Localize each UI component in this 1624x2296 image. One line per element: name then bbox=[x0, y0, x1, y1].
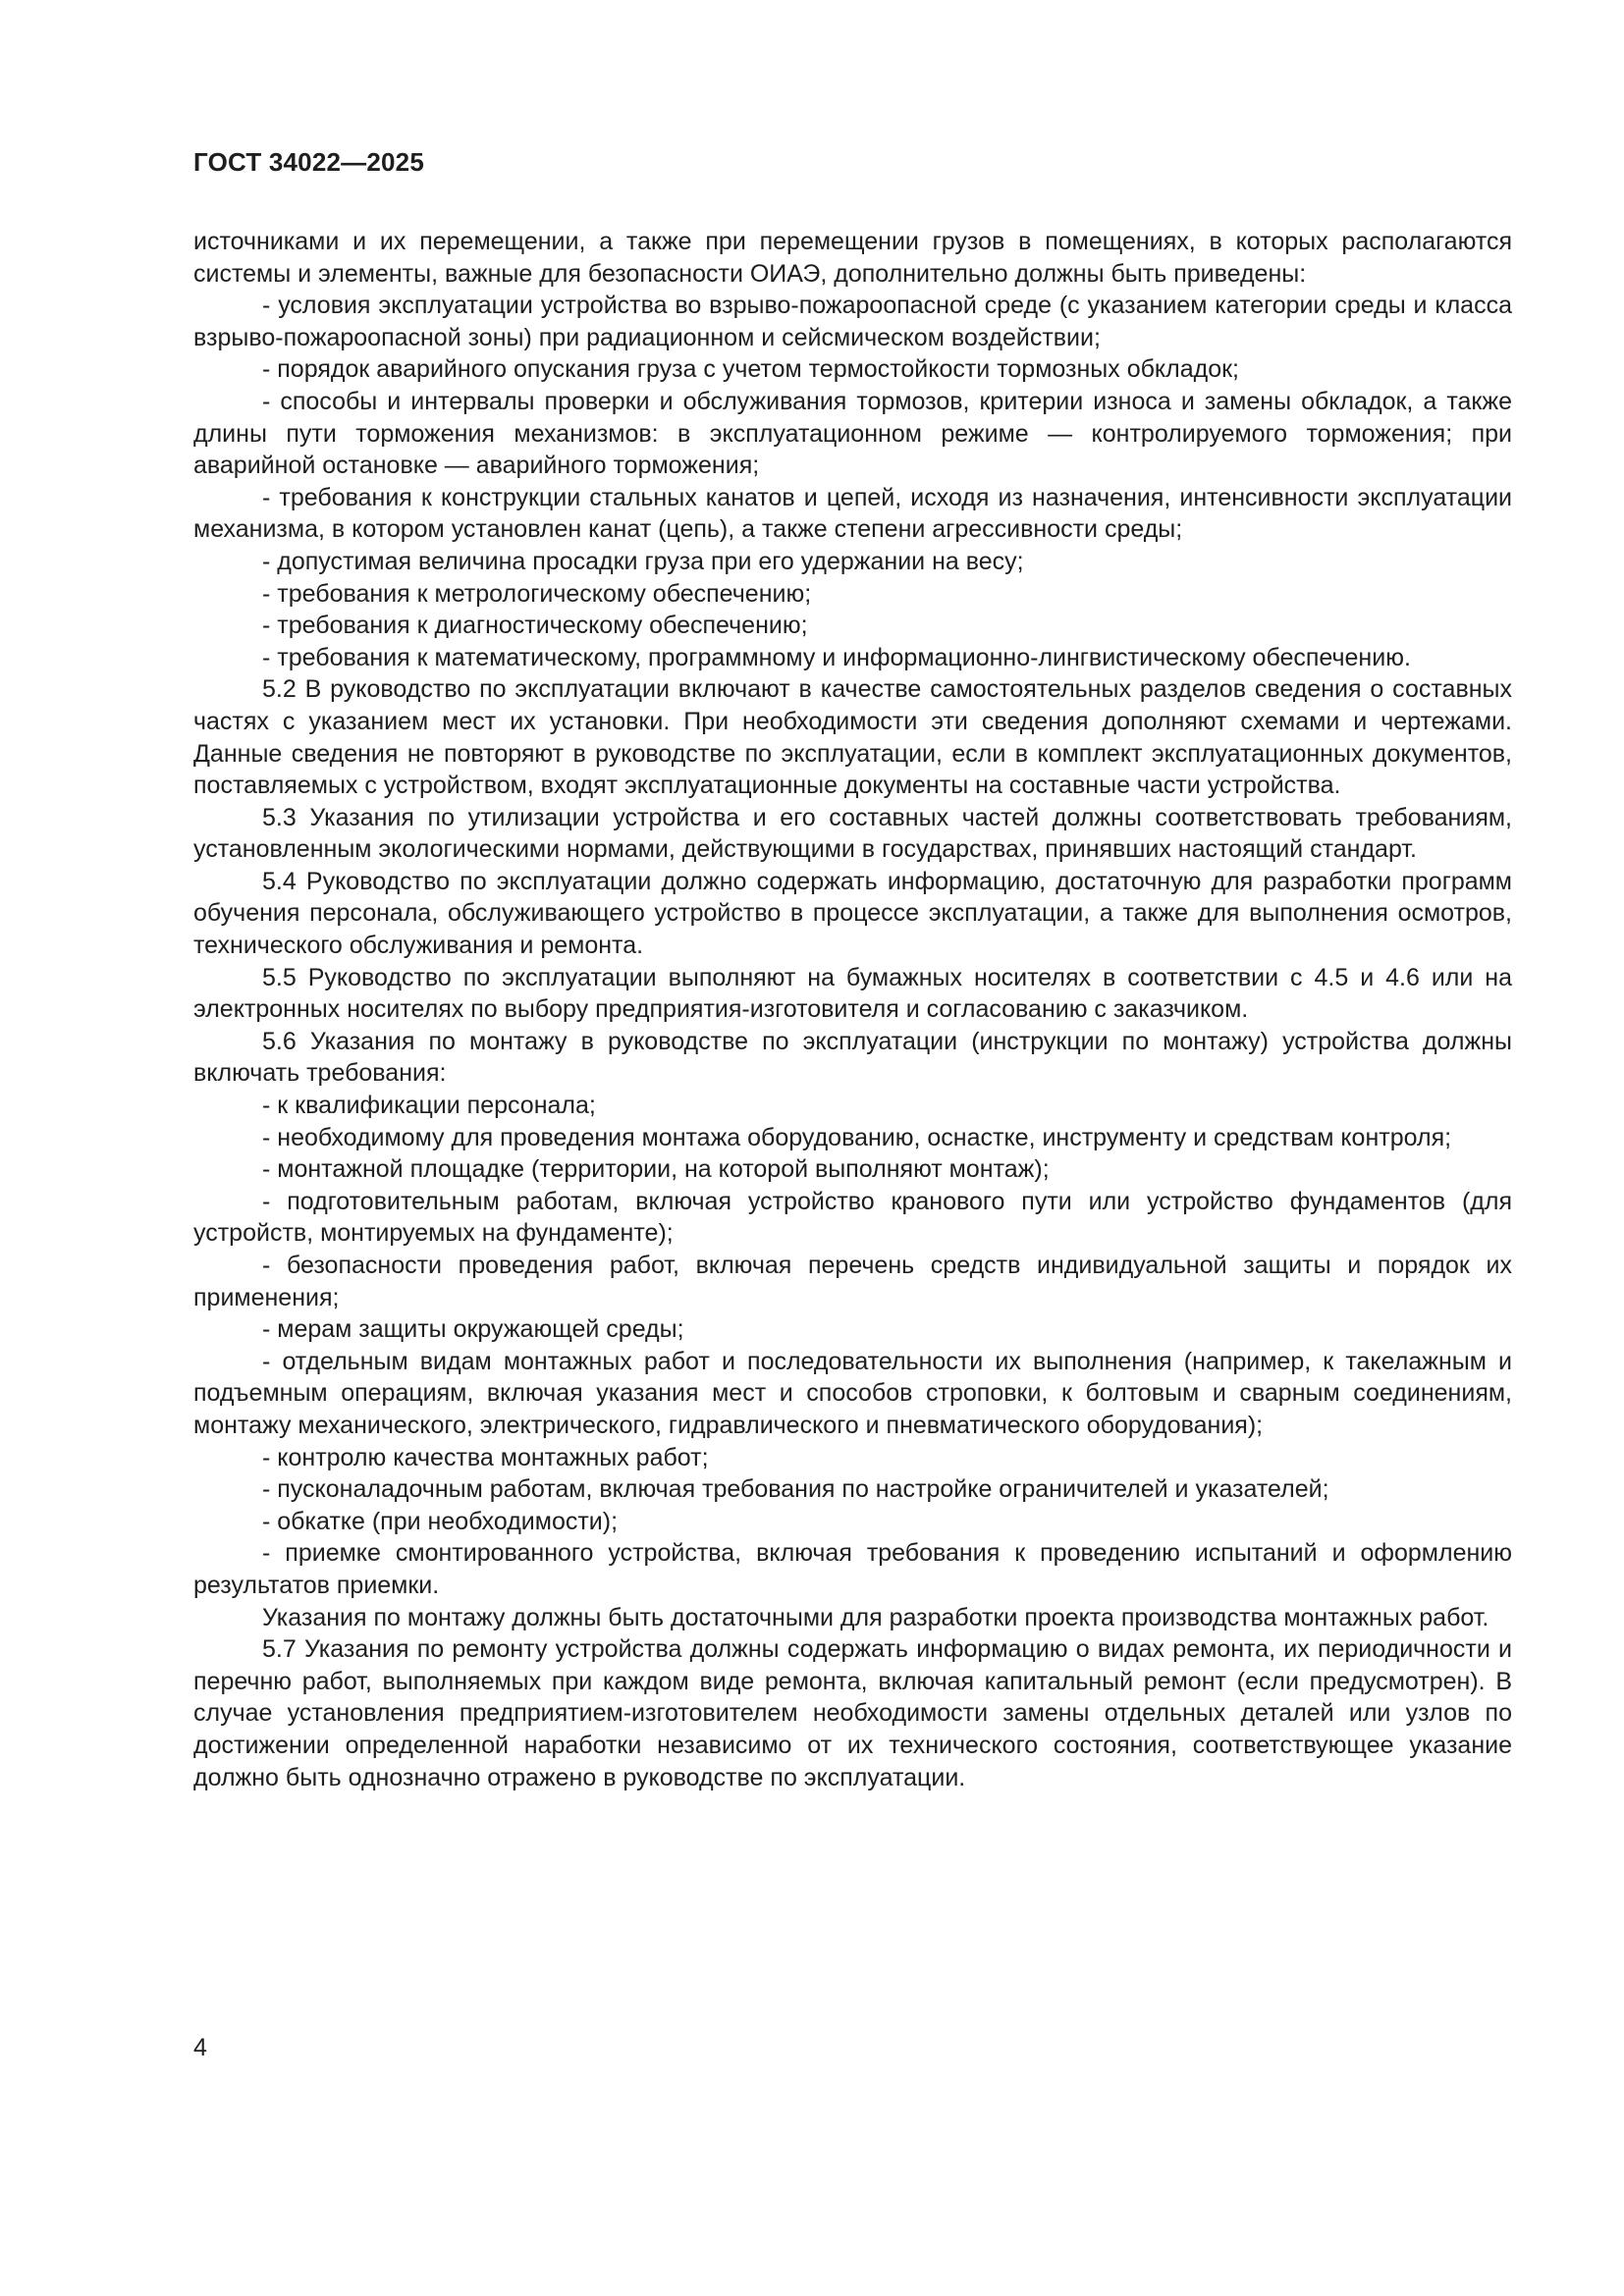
list-item: - мерам защиты окружающей среды; bbox=[262, 1315, 684, 1344]
list-item: - монтажной площадке (территории, на которой выполняют монтаж); bbox=[262, 1155, 1050, 1184]
paragraph: Указания по монтажу должны быть достаточными для разработки проекта производства монтажных работ. bbox=[262, 1603, 1489, 1631]
list-item: - безопасности проведения работ, включая перечень средств индивидуальной защиты и порядок их применения; bbox=[193, 1252, 1512, 1311]
list-item: - к квалификации персонала; bbox=[262, 1092, 596, 1120]
clause-5-5: 5.5 Руководство по эксплуатации выполняют на бумажных носителях в соответствии с 4.5 и 4.6 или на электронных носителях по выбору предприятия-изготовителя и согласованию с заказчиком. bbox=[193, 963, 1512, 1024]
list-item: - приемке смонтированного устройства, включая требования к проведению испытаний и оформлению результатов приемки. bbox=[193, 1539, 1512, 1599]
list-item: - порядок аварийного опускания груза с учетом термостойкости тормозных обкладок; bbox=[262, 355, 1239, 384]
clause-5-4: 5.4 Руководство по эксплуатации должно содержать информацию, достаточную для разработки программ обучения персонала, обслуживающего устройство в процессе эксплуатации, а также для выполнения осмотров, технического обслуживания и ремонта. bbox=[193, 867, 1512, 960]
list-item: - контролю качества монтажных работ; bbox=[262, 1443, 709, 1471]
list-item: - требования к диагностическому обеспечению; bbox=[262, 612, 808, 640]
list-item: - условия эксплуатации устройства во взрыво-пожароопасной среде (с указанием категории среды и класса взрыво-пожароопасной зоны) при радиационном и сейсмическом воздействии; bbox=[193, 292, 1512, 351]
list-item: - способы и интервалы проверки и обслуживания тормозов, критерии износа и замены обкладок, а также длины пути торможения механизмов: в эксплуатационном режиме — контролируемого торможения; при аварийной остановке — аварийного торможения; bbox=[193, 387, 1512, 480]
list-item: - пусконаладочным работам, включая требования по настройке ограничителей и указателей; bbox=[262, 1475, 1329, 1504]
list-item: - обкатке (при необходимости); bbox=[262, 1507, 619, 1535]
clause-5-2: 5.2 В руководство по эксплуатации включают в качестве самостоятельных разделов сведения о составных частях с указанием мест их установки. При необходимости эти сведения дополняют схемами и чертежами. Данные сведения не повторяют в руководстве по эксплуатации, если в комплект эксплуатационных документов, поставляемых с устройством, входят эксплуатационные документы на составные части устройства. bbox=[193, 675, 1512, 800]
list-item: - подготовительным работам, включая устройство кранового пути или устройство фундаментов (для устройств, монтируемых на фундаменте); bbox=[193, 1187, 1512, 1248]
paragraph: источниками и их перемещении, а также при перемещении грузов в помещениях, в которых располагаются системы и элементы, важные для безопасности ОИАЭ, дополнительно должны быть приведены: bbox=[193, 228, 1512, 288]
list-item: - необходимому для проведения монтажа оборудованию, оснастке, инструменту и средствам контроля; bbox=[262, 1123, 1452, 1151]
list-item: - допустимая величина просадки груза при его удержании на весу; bbox=[262, 547, 1024, 575]
list-item: - требования к математическому, программному и информационно-лингвистическому обеспечению. bbox=[262, 643, 1411, 671]
page-number: 4 bbox=[193, 2034, 207, 2061]
clause-5-7: 5.7 Указания по ремонту устройства должны содержать информацию о видах ремонта, их периодичности и перечню работ, выполняемых при каждом виде ремонта, включая капитальный ремонт (если предусмотрен). В случае установления предприятием-изготовителем необходимости замены отдельных деталей или узлов по достижении определенной наработки независимо от их технического состояния, соответствующее указание должно быть однозначно отражено в руководстве по эксплуатации. bbox=[193, 1635, 1512, 1791]
document-body bbox=[193, 226, 1512, 1793]
list-item: - отдельным видам монтажных работ и последовательности их выполнения (например, к такелажным и подъемным операциям, включая указания мест и способов строповки, к болтовым и сварным соединениям, монтажу механического, электрического, гидравлического и пневматического оборудования); bbox=[193, 1347, 1512, 1439]
list-item: - требования к конструкции стальных канатов и цепей, исходя из назначения, интенсивности эксплуатации механизма, в котором установлен канат (цепь), а также степени агрессивности среды; bbox=[193, 483, 1512, 544]
list-item: - требования к метрологическому обеспечению; bbox=[262, 579, 812, 608]
document-header: ГОСТ 34022—2025 bbox=[193, 147, 424, 177]
clause-5-3: 5.3 Указания по утилизации устройства и его составных частей должны соответствовать требованиям, установленным экологическими нормами, действующими в государствах, принявших настоящий стандарт. bbox=[193, 803, 1512, 864]
clause-5-6: 5.6 Указания по монтажу в руководстве по эксплуатации (инструкции по монтажу) устройства должны включать требования: bbox=[193, 1027, 1512, 1088]
